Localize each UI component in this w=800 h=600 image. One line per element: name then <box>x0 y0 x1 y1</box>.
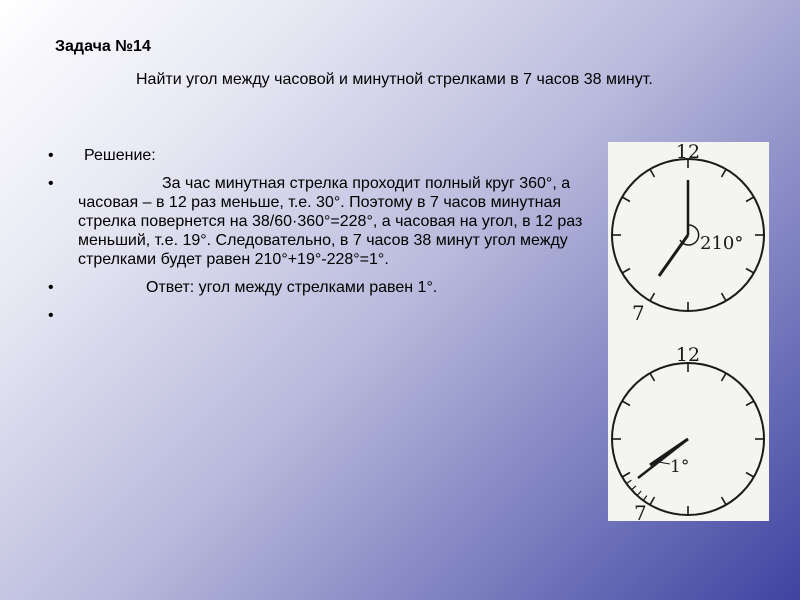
bullet-icon: • <box>48 175 54 192</box>
list-item-empty <box>48 306 588 325</box>
clock-minute-tick <box>632 486 636 490</box>
clock-top <box>612 142 764 325</box>
task-title: Задача №14 <box>55 38 151 55</box>
clock-bottom-angle-pointer <box>658 462 670 464</box>
solution-list <box>48 146 588 334</box>
clock-top-label-7: 7 <box>632 301 645 325</box>
clock-tick <box>650 373 655 381</box>
bullet-icon: • <box>48 279 54 296</box>
clock-tick <box>746 197 754 202</box>
clock-top-angle-label: 210° <box>700 233 744 254</box>
clock-top-hour-hand <box>659 235 688 276</box>
bullet-icon: • <box>48 147 54 164</box>
clock-tick <box>622 269 630 274</box>
clock-tick <box>722 497 727 505</box>
clock-tick <box>622 197 630 202</box>
clock-minute-tick <box>643 496 647 501</box>
clock-tick <box>650 497 655 505</box>
clock-bottom-label-7: 7 <box>634 501 647 521</box>
clock-bottom-label-12: 12 <box>675 344 701 366</box>
bullet-icon: • <box>48 307 54 324</box>
problem-statement <box>48 66 778 93</box>
clock-tick <box>722 293 727 301</box>
clocks-figure <box>608 142 769 521</box>
clock-tick <box>722 169 727 177</box>
clock-tick <box>650 169 655 177</box>
clock-bottom <box>612 344 764 521</box>
clock-tick <box>722 373 727 381</box>
clock-bottom-angle-label: 1° <box>670 457 690 477</box>
clock-top-label-12: 12 <box>675 142 701 163</box>
solution-heading: Решение: <box>84 147 156 164</box>
list-item-solution-body <box>48 174 588 269</box>
clock-tick <box>746 473 754 478</box>
list-item-solution-heading <box>48 146 588 165</box>
clock-tick <box>622 401 630 406</box>
clock-tick <box>650 293 655 301</box>
list-item-answer <box>48 278 588 297</box>
solution-body: За час минутная стрелка проходит полный круг 360°, а часовая – в 12 раз меньше, т.е. 30°. Поэтому в 7 часов минутная стрелка повернется на 38/60·360°=228°, а часовая на угол, в 12 раз меньший, т.е. 19°. Следовательно, в 7 часов 38 минут угол между стрелками будет равен 210°+19°-228°=1°. <box>78 175 583 268</box>
answer-text: Ответ: угол между стрелками равен 1°. <box>146 279 438 296</box>
clock-tick <box>746 269 754 274</box>
clocks-drawing <box>608 142 769 521</box>
problem-text: Найти угол между часовой и минутной стрелками в 7 часов 38 минут. <box>136 71 653 88</box>
clock-minute-tick <box>637 491 641 495</box>
clock-tick <box>746 401 754 406</box>
clock-minute-tick <box>627 480 632 484</box>
clock-minute-tick <box>622 474 627 477</box>
